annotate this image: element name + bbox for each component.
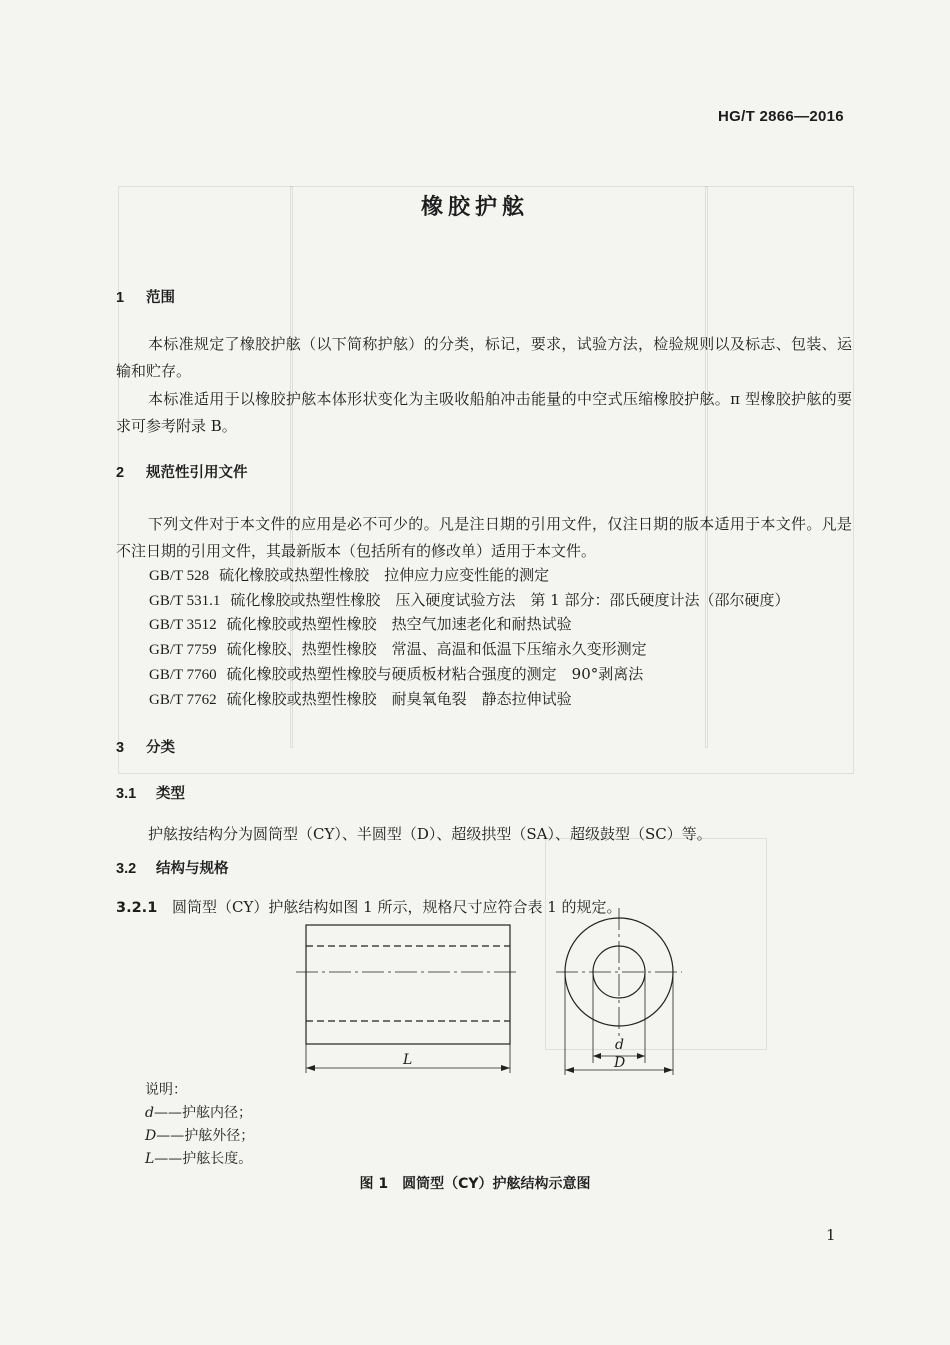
legend-text: ——护舷长度。 bbox=[154, 1151, 253, 1167]
page-number: 1 bbox=[826, 1226, 836, 1244]
clause-number: 3.2.1 bbox=[116, 900, 158, 916]
legend-symbol: d bbox=[145, 1105, 154, 1121]
reference-title: 硫化橡胶或热塑性橡胶与硬质板材粘合强度的测定 90°剥离法 bbox=[226, 665, 644, 683]
dim-label-d: d bbox=[615, 1037, 624, 1053]
section-title: 结构与规格 bbox=[156, 861, 229, 877]
page-title: 橡胶护舷 bbox=[420, 195, 529, 220]
dim-label-L: L bbox=[403, 1052, 413, 1068]
reference-title: 硫化橡胶或热塑性橡胶 压入硬度试验方法 第 1 部分：邵氏硬度计法（邵尔硬度） bbox=[230, 591, 790, 609]
reference-title: 硫化橡胶或热塑性橡胶 耐臭氧龟裂 静态拉伸试验 bbox=[226, 690, 572, 708]
fender-body-outline bbox=[306, 925, 510, 1044]
section-title: 类型 bbox=[156, 786, 185, 802]
figure-caption: 图 1 圆筒型（CY）护舷结构示意图 bbox=[359, 1176, 591, 1192]
clause-text: 圆筒型（CY）护舷结构如图 1 所示，规格尺寸应符合表 1 的规定。 bbox=[172, 898, 622, 916]
reference-title: 硫化橡胶或热塑性橡胶 拉伸应力应变性能的测定 bbox=[219, 566, 550, 584]
legend-item bbox=[145, 1148, 252, 1168]
scope-paragraph-2: 本标准适用于以橡胶护舷本体形状变化为主吸收船舶冲击能量的中空式压缩橡胶护舷。π 型橡胶护舷的要求可参考附录 B。 bbox=[116, 390, 852, 435]
section-number: 2 bbox=[116, 465, 125, 481]
legend-title: 说明： bbox=[145, 1082, 187, 1098]
section-number: 3 bbox=[116, 740, 125, 756]
section-title: 规范性引用文件 bbox=[146, 465, 248, 481]
standard-code: HG/T 2866—2016 bbox=[718, 108, 844, 125]
reference-code: GB/T 531.1 bbox=[149, 593, 221, 609]
reference-code: GB/T 528 bbox=[149, 568, 210, 584]
dim-label-D: D bbox=[614, 1055, 626, 1071]
types-paragraph: 护舷按结构分为圆筒型（CY）、半圆型（D）、超级拱型（SA）、超级鼓型（SC）等。 bbox=[148, 825, 712, 843]
section-number: 3.1 bbox=[116, 786, 137, 802]
reference-code: GB/T 7759 bbox=[149, 642, 217, 658]
legend-text: ——护舷内径； bbox=[153, 1105, 252, 1121]
reference-title: 硫化橡胶或热塑性橡胶 热空气加速老化和耐热试验 bbox=[226, 615, 572, 633]
section-number: 3.2 bbox=[116, 861, 137, 877]
legend-symbol: D bbox=[145, 1128, 157, 1144]
legend-item bbox=[145, 1125, 254, 1145]
section-title: 范围 bbox=[146, 290, 175, 306]
reference-code: GB/T 7762 bbox=[149, 692, 217, 708]
section-number: 1 bbox=[116, 290, 125, 306]
reference-code: GB/T 7760 bbox=[149, 667, 217, 683]
reference-code: GB/T 3512 bbox=[149, 617, 217, 633]
reference-title: 硫化橡胶、热塑性橡胶 常温、高温和低温下压缩永久变形测定 bbox=[226, 640, 647, 658]
references-paragraph: 下列文件对于本文件的应用是必不可少的。凡是注日期的引用文件，仅注日期的版本适用于本文件。凡是不注日期的引用文件，其最新版本（包括所有的修改单）适用于本文件。 bbox=[116, 515, 852, 560]
legend-text: ——护舷外径； bbox=[156, 1128, 255, 1144]
legend-item bbox=[145, 1102, 252, 1122]
scope-paragraph-1: 本标准规定了橡胶护舷（以下简称护舷）的分类，标记，要求，试验方法，检验规则以及标志、包装、运输和贮存。 bbox=[116, 335, 852, 380]
legend-symbol: L bbox=[145, 1151, 155, 1167]
section-title: 分类 bbox=[146, 740, 175, 756]
